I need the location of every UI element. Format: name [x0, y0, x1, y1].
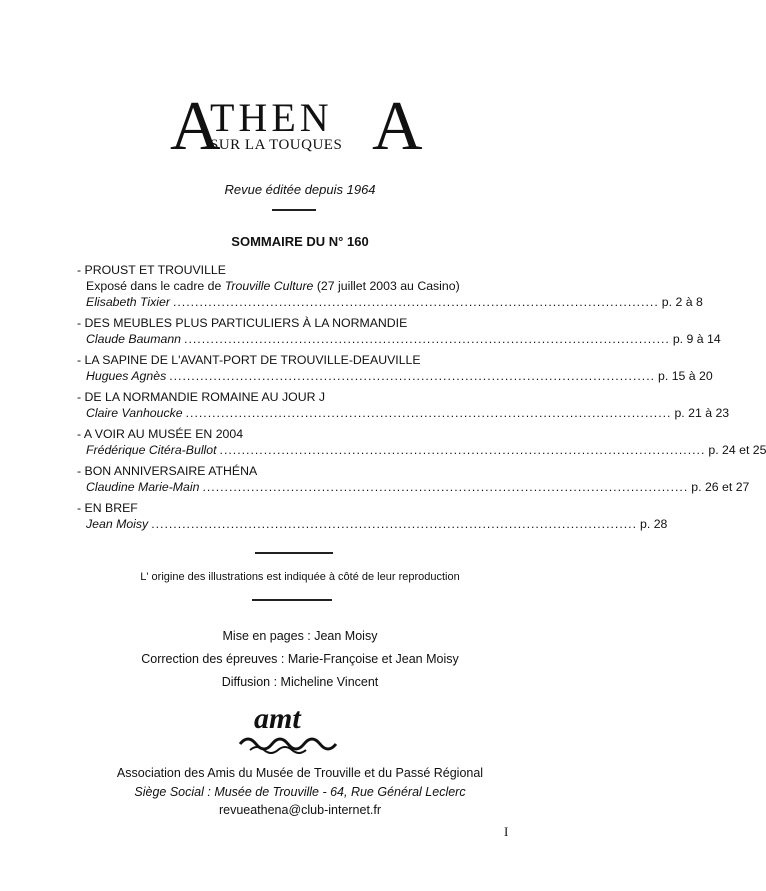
toc-entry-pages: p. 24 et 25	[708, 443, 766, 457]
toc-entry	[77, 426, 766, 458]
page-number: I	[504, 824, 509, 839]
toc-entry-byline	[77, 442, 766, 458]
toc-entry-pages: p. 21 à 23	[674, 406, 730, 420]
toc-entry-byline	[77, 479, 750, 495]
toc-entry-pages: p. 9 à 14	[672, 332, 721, 346]
toc-entry-author: Elisabeth Tixier	[86, 295, 170, 309]
masthead-title: THEN	[210, 95, 333, 140]
toc-entry-byline	[77, 331, 721, 347]
toc-entry-title: - DE LA NORMANDIE ROMAINE AU JOUR J	[77, 390, 326, 404]
dot-leader: ..............................................................................................................	[151, 517, 638, 531]
toc-entry-byline	[77, 368, 713, 384]
toc-entry-author: Jean Moisy	[86, 517, 149, 531]
toc-entry-byline	[77, 405, 730, 421]
toc-entry	[77, 500, 668, 532]
dot-leader: ..............................................................................................................	[172, 295, 659, 309]
toc-entry-byline	[77, 516, 668, 532]
toc-entry	[77, 315, 721, 347]
toc-entry	[77, 262, 703, 310]
toc-entry-pages: p. 28	[640, 517, 668, 531]
toc-entry-pages: p. 2 à 8	[661, 295, 703, 309]
toc-entry-author: Claire Vanhoucke	[86, 406, 183, 420]
credit-proofreading: Correction des épreuves : Marie-Françoise et Jean Moisy	[141, 652, 459, 666]
logo-text: amt	[254, 702, 301, 735]
toc-entry-byline	[77, 294, 703, 310]
credit-distribution: Diffusion : Micheline Vincent	[221, 675, 379, 689]
dot-leader: ..............................................................................................................	[169, 369, 656, 383]
toc-entry-author: Hugues Agnès	[86, 369, 167, 383]
toc-entry-author: Claudine Marie-Main	[86, 480, 200, 494]
contents-heading: SOMMAIRE DU N° 160	[231, 234, 369, 249]
toc-entry-title: - EN BREF	[77, 501, 138, 515]
toc-entry-title: - BON ANNIVERSAIRE ATHÉNA	[77, 464, 258, 478]
toc-entry	[77, 352, 713, 384]
toc-entry-description: Exposé dans le cadre de Trouville Culture (27 juillet 2003 au Casino)	[86, 279, 460, 293]
masthead-initial-a: A	[170, 88, 221, 165]
dot-leader: ..............................................................................................................	[219, 443, 706, 457]
divider-rule	[252, 599, 332, 601]
divider-rule	[272, 209, 316, 211]
dot-leader: ..............................................................................................................	[185, 406, 672, 420]
masthead-final-a: A	[372, 88, 423, 165]
toc-entry-pages: p. 26 et 27	[691, 480, 750, 494]
illustration-note: L' origine des illustrations est indiquée à côté de leur reproduction	[140, 571, 460, 583]
toc-entry-title: - A VOIR AU MUSÉE EN 2004	[77, 427, 244, 441]
association-email: revueathena@club-internet.fr	[218, 803, 382, 817]
toc-entry-title: - DES MEUBLES PLUS PARTICULIERS À LA NORMANDIE	[77, 316, 408, 330]
toc-entry-title: - LA SAPINE DE L'AVANT-PORT DE TROUVILLE-DEAUVILLE	[77, 353, 421, 367]
association-name: Association des Amis du Musée de Trouville et du Passé Régional	[116, 766, 484, 780]
dot-leader: ..............................................................................................................	[184, 332, 670, 346]
table-of-contents	[77, 262, 766, 537]
masthead-subtitle: SUR LA TOUQUES	[210, 137, 343, 153]
association-info	[0, 764, 600, 820]
toc-entry-author: Frédérique Citéra-Bullot	[86, 443, 217, 457]
dot-leader: ..............................................................................................................	[202, 480, 689, 494]
toc-entry-title: - PROUST ET TROUVILLE	[77, 263, 226, 277]
masthead	[0, 88, 600, 165]
toc-entry	[77, 389, 730, 421]
divider-rule	[255, 552, 333, 554]
credit-layout: Mise en pages : Jean Moisy	[222, 629, 378, 643]
toc-entry-author: Claude Baumann	[86, 332, 182, 346]
journal-subtitle: Revue éditée depuis 1964	[224, 182, 376, 197]
toc-entry	[77, 463, 750, 495]
toc-entry-pages: p. 15 à 20	[658, 369, 713, 383]
credits	[0, 625, 600, 694]
association-logo	[238, 700, 348, 752]
association-seat: Siège Social : Musée de Trouville - 64, Rue Général Leclerc	[134, 784, 466, 799]
